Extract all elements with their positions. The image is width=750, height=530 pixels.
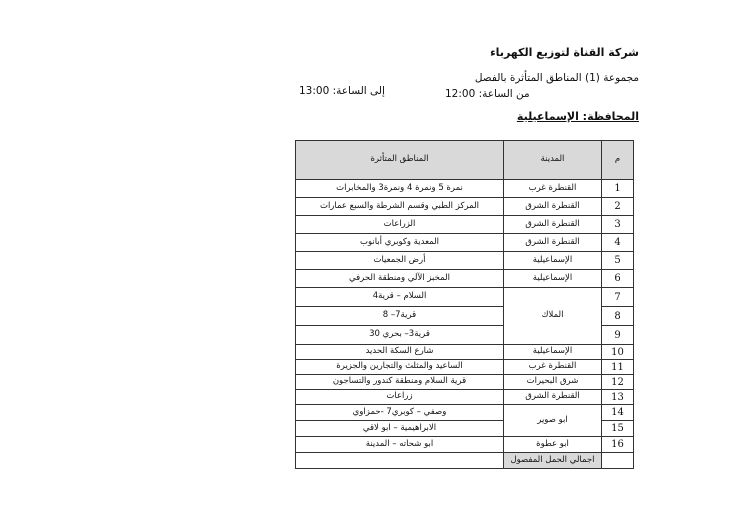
governorate-title: المحافظة: الإسماعيلية (516, 110, 639, 123)
table-row (296, 390, 634, 405)
table-row (296, 288, 634, 307)
table-header-row (296, 141, 634, 180)
row-number: 13 (602, 390, 634, 405)
total-label: اجمالي الحمل المفصول (504, 453, 602, 469)
table-row (296, 180, 634, 198)
row-city: ابو عطوة (504, 437, 602, 453)
row-number: 9 (602, 326, 634, 345)
table-total-row (296, 453, 634, 469)
row-city: القنطرة الشرق (504, 198, 602, 216)
row-number: 1 (602, 180, 634, 198)
table-row (296, 405, 634, 421)
company-name: شركة القناة لتوزيع الكهرباء (490, 46, 639, 59)
outage-table (295, 140, 634, 469)
row-area: زراعات (296, 390, 504, 405)
row-number: 8 (602, 307, 634, 326)
row-number: 7 (602, 288, 634, 307)
header-city: المدينة (504, 141, 602, 180)
row-city: القنطرة الشرق (504, 234, 602, 252)
table-row (296, 360, 634, 375)
row-number: 14 (602, 405, 634, 421)
table-row (296, 198, 634, 216)
row-number: 12 (602, 375, 634, 390)
group-title: مجموعة (1) المناطق المتأثرة بالفصل (474, 72, 639, 84)
header-num: م (602, 141, 634, 180)
row-number: 2 (602, 198, 634, 216)
row-area: أرض الجمعيات (296, 252, 504, 270)
row-city: ابو صوير (504, 405, 602, 437)
row-area: السلام – قرية4 (296, 288, 504, 307)
row-number: 16 (602, 437, 634, 453)
row-number: 3 (602, 216, 634, 234)
total-empty-num (602, 453, 634, 469)
table-row (296, 375, 634, 390)
row-area: ابو شحاته – المدينة (296, 437, 504, 453)
row-city: القنطرة الشرق (504, 390, 602, 405)
row-city: القنطرة الشرق (504, 216, 602, 234)
row-area: قرية السلام ومنطقة كندور والتساجون (296, 375, 504, 390)
row-area: المخبز الآلي ومنطقة الحرفي (296, 270, 504, 288)
row-area: الزراعات (296, 216, 504, 234)
table-row (296, 345, 634, 360)
table-row (296, 216, 634, 234)
row-number: 15 (602, 421, 634, 437)
row-area: المعدية وكوبري أبانوب (296, 234, 504, 252)
table-row (296, 234, 634, 252)
to-time: إلى الساعة: 13:00 (299, 85, 385, 97)
row-city: الإسماعيلية (504, 270, 602, 288)
total-value (296, 453, 504, 469)
header-areas: المناطق المتأثرة (296, 141, 504, 180)
row-city: القنطرة غرب (504, 180, 602, 198)
row-area: قرية7– 8 (296, 307, 504, 326)
table-row (296, 437, 634, 453)
row-number: 6 (602, 270, 634, 288)
row-city: شرق البحيرات (504, 375, 602, 390)
row-area: شارع السكة الحديد (296, 345, 504, 360)
row-area: قرية3– بحري 30 (296, 326, 504, 345)
table-row (296, 252, 634, 270)
table-row (296, 270, 634, 288)
row-area: نمرة 5 ونمرة 4 ونمرة3 والمخابرات (296, 180, 504, 198)
row-city: الإسماعيلية (504, 252, 602, 270)
row-city: الملاك (504, 288, 602, 345)
row-area: وصفي – كوبري7 -حمزاوي (296, 405, 504, 421)
row-city: الإسماعيلية (504, 345, 602, 360)
row-number: 10 (602, 345, 634, 360)
row-area: الابراهيمية – ابو لاقي (296, 421, 504, 437)
row-area: الساعيد والمثلث والتجارين والجزيرة (296, 360, 504, 375)
row-number: 4 (602, 234, 634, 252)
from-time: من الساعة: 12:00 (445, 88, 530, 100)
row-area: المركز الطبي وقسم الشرطة والسبع عمارات (296, 198, 504, 216)
row-city: القنطرة غرب (504, 360, 602, 375)
row-number: 5 (602, 252, 634, 270)
row-number: 11 (602, 360, 634, 375)
